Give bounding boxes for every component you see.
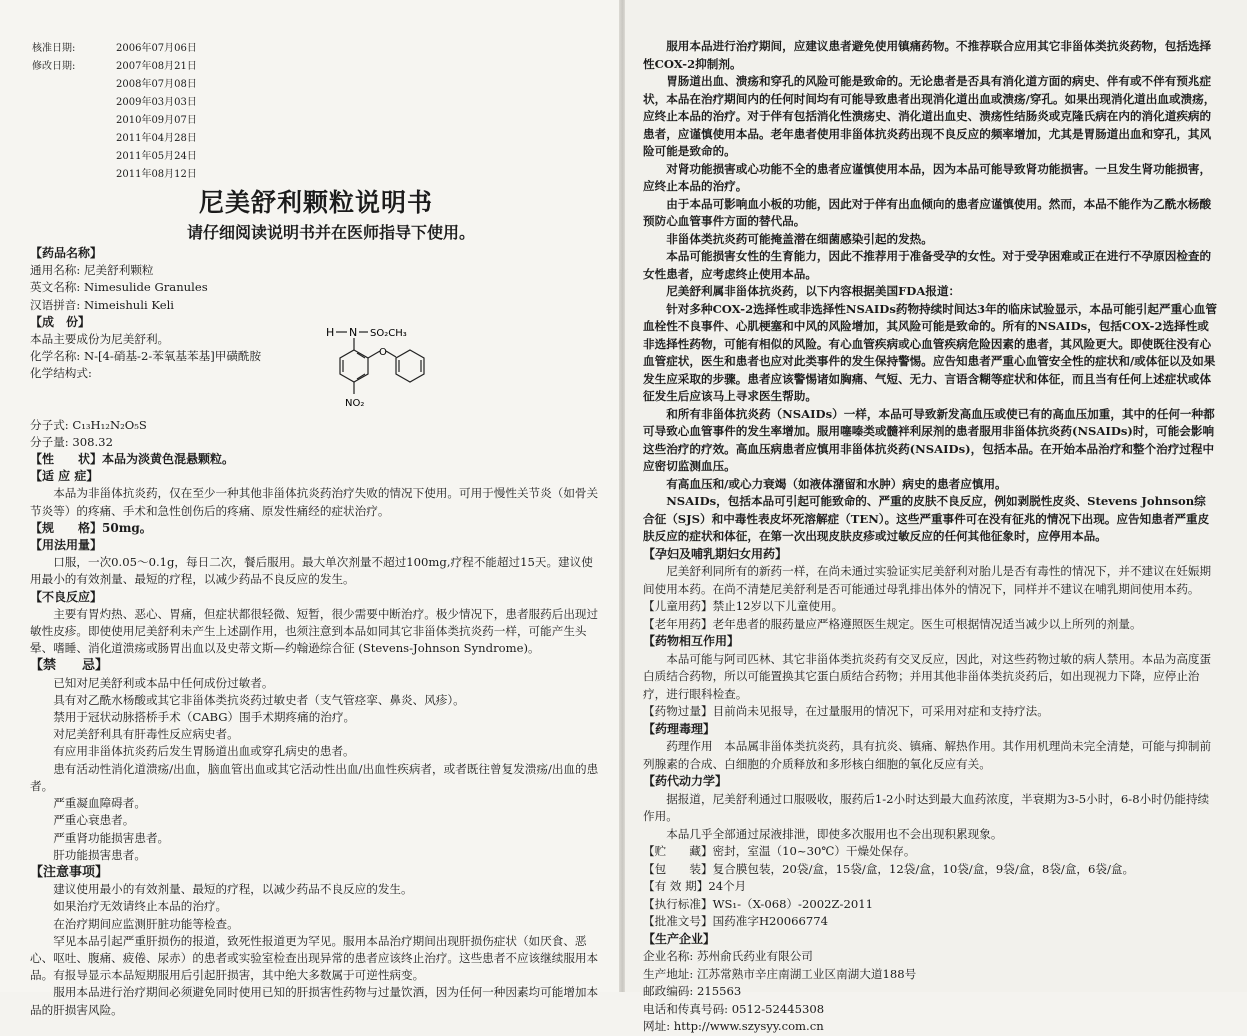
contraindication-item: 严重凝血障碍者。 — [53, 796, 146, 811]
section-heading: 【适 应 症】 — [30, 469, 99, 484]
date-row: 2010年09月07日 — [116, 115, 197, 126]
chemical-structure-diagram — [314, 318, 454, 416]
atom-n: N — [349, 326, 358, 339]
left-page — [0, 0, 620, 1017]
maker-postcode: 邮政编码: 215563 — [643, 984, 742, 998]
indication-text: 本品为非甾体抗炎药，仅在至少一种其他非甾体抗炎药治疗失败的情况下使用。可用于慢性关节炎（如骨关节炎等）的疼痛、手术和急性创伤后的疼痛、原发性痛经的症状治疗。 — [30, 486, 599, 518]
paragraph: 针对多种COX-2选择性或非选择性NSAIDs药物持续时间达3年的临床试验显示，本品可能引起严重心血管血栓性不良事件、心肌梗塞和中风的风险增加，其风险可能是致命的。所有的NSAIDs，包括COX-2选择性或非选择性药物，可能有相似的风险。有心血管疾病或心血管疾病危险因素的患者，其风险更大。即使既往没有心血管症状，医生和患者也应对此类事件的发生保持警惕。应告知患者严重心血管安全性的症状和/或体征以及如果发生应采取的步骤。患者应该警惕诸如胸痛、气短、无力、言语含糊等症状和体征，而且当有任何上述症状或体征发生后应该马上寻求医生帮助。 — [643, 301, 1217, 403]
date-row: 2011年08月12日 — [116, 169, 197, 180]
pharmacokinetics-text: 本品几乎全部通过尿液排泄，即使多次服用也不会出现积累现象。 — [666, 826, 1003, 841]
section-heading: 【禁 忌】 — [30, 658, 109, 674]
pinyin-name: 汉语拼音: Nimeishuli Keli — [30, 297, 174, 312]
caution-paragraph: 罕见本品引起严重肝损伤的报道，致死性报道更为罕见。服用本品治疗期间出现肝损伤症状（如厌食、恶心、呕吐、腹痛、疲倦、尿赤）的患者或实验室检查出现异常的患者应该终止治疗。这些患者不应该继续服用本品。有报导显示本品短期服用后引起肝损害，其中绝大多数属于可逆性病变。 — [30, 933, 599, 983]
document-subtitle: 请仔细阅读说明书并在医师指导下使用。 — [186, 223, 475, 242]
paragraph: 服用本品进行治疗期间，应建议患者避免使用镇痛药物。不推荐联合应用其它非甾体类抗炎药物，包括选择性COX-2抑制剂。 — [643, 39, 1212, 71]
paragraph: 本品可能损害女性的生育能力，因此不推荐用于准备受孕的女性。对于受孕困难或正在进行不孕原因检查的女性患者，应考虑终止使用本品。 — [643, 249, 1212, 281]
approval-dates — [32, 40, 602, 184]
date-row: 2011年04月28日 — [116, 133, 197, 144]
paragraph: 有高血压和/或心力衰竭（如液体潴留和水肿）病史的患者应慎用。 — [666, 476, 1007, 491]
contraindication-item: 具有对乙酰水杨酸或其它非甾体类抗炎药过敏史者（支气管痉挛、鼻炎、风疹）。 — [53, 692, 465, 707]
chemical-name: 化学名称: N-[4-硝基-2-苯氧基苯基]甲磺酰胺 — [30, 349, 262, 364]
document-title: 尼美舒利颗粒说明书 — [198, 188, 433, 217]
molecular-formula: 分子式: C₁₃H₁₂N₂O₅S — [30, 417, 147, 432]
contraindication-item: 肝功能损害患者。 — [53, 847, 146, 862]
paragraph: 尼美舒利属非甾体抗炎药，以下内容根据美国FDA报道： — [666, 284, 961, 298]
date-row: 修改日期: 2007年08月21日 — [32, 61, 197, 72]
contraindication-item: 有应用非甾体抗炎药后发生胃肠道出血或穿孔病史的患者。 — [53, 744, 355, 759]
section-heading: 【药代动力学】 — [643, 774, 728, 788]
component-main: 本品主要成份为尼美舒利。 — [30, 332, 170, 347]
date-row: 核准日期: 2006年07月06日 — [32, 43, 197, 54]
generic-name: 通用名称: 尼美舒利颗粒 — [30, 263, 154, 278]
overdose-text: 【药物过量】目前尚未见报导，在过量服用的情况下，可采用对症和支持疗法。 — [643, 704, 1049, 718]
paragraph: 非甾体类抗炎药可能掩盖潜在细菌感染引起的发热。 — [666, 231, 933, 246]
pregnancy-text: 尼美舒利同所有的新药一样，在尚未通过实验证实尼美舒利对胎儿是否有毒性的情况下，并不建议在妊娠期间使用本药。在尚不清楚尼美舒利是否可能通过母乳排出体外的情况下，同样并不建议在哺乳期间使用本药。 — [643, 564, 1212, 596]
atom-o: O — [379, 347, 387, 358]
specification: 【规 格】50mg。 — [30, 520, 152, 535]
appearance: 【性 状】本品为淡黄色混悬颗粒。 — [30, 452, 235, 467]
section-heading: 【孕妇及哺乳期妇女用药】 — [643, 546, 788, 561]
contraindication-item: 患有活动性消化道溃疡/出血，脑血管出血或其它活动性出血/出血性疾病者，或者既往曾复发溃疡/出血的患者。 — [30, 761, 599, 793]
section-heading: 【注意事项】 — [30, 864, 109, 880]
section-heading: 【药品名称】 — [30, 246, 103, 260]
group-no2: NO₂ — [345, 398, 365, 409]
section-heading: 【用法用量】 — [30, 538, 103, 553]
right-content — [643, 38, 1217, 1036]
paragraph: 对肾功能损害或心功能不全的患者应谨慎使用本品，因为本品可能导致肾功能损害。一旦发生肾功能损害，应终止本品的治疗。 — [643, 161, 1212, 193]
right-page — [625, 0, 1247, 1033]
caution-item: 在治疗期间应监测肝脏功能等检查。 — [53, 916, 239, 931]
caution-paragraph: 服用本品进行治疗期间必须避免同时使用已知的肝损害性药物与过量饮酒，因为任何一种因素均可能增加本品的肝损害风险。 — [30, 985, 599, 1017]
contraindication-item: 对尼美舒利具有肝毒性反应病史者。 — [53, 727, 239, 742]
validity: 【有 效 期】24个月 — [643, 879, 747, 893]
pharmacokinetics-text: 据报道，尼美舒利通过口服吸收，服药后1-2小时达到最大血药浓度，半衰期为3-5小时，6-8小时仍能持续作用。 — [643, 791, 1210, 823]
structure-bonds — [336, 332, 424, 394]
contraindication-item: 已知对尼美舒利或本品中任何成份过敏者。 — [53, 675, 274, 690]
caution-item: 如果治疗无效请终止本品的治疗。 — [53, 899, 228, 914]
contraindication-item: 禁用于冠状动脉搭桥手术（CABG）围手术期疼痛的治疗。 — [53, 710, 356, 725]
date-row: 2009年03月03日 — [116, 97, 197, 108]
group-so2ch3: SO₂CH₃ — [370, 328, 407, 339]
paragraph: NSAIDs，包括本品可引起可能致命的、严重的皮肤不良反应，例如剥脱性皮炎、Stevens Johnson综合征（SJS）和中毒性表皮坏死溶解症（TEN）。这些严重事件可在没有征兆的情况下出现。应告知患者严重皮肤反应的症状和体征，在第一次出现皮肤皮疹或过敏反应的任何其他征象时，应停用本品。 — [643, 494, 1210, 543]
date-row: 2011年05月24日 — [116, 151, 197, 162]
package: 【包 装】复合膜包装，20袋/盒，15袋/盒，12袋/盒，10袋/盒，9袋/盒，8袋/盒，6袋/盒。 — [643, 861, 1135, 876]
section-heading: 【药物相互作用】 — [643, 634, 740, 648]
interaction-text: 本品可能与阿司匹林、其它非甾体类抗炎药有交叉反应，因此，对这些药物过敏的病人禁用。本品为高度蛋白质结合药物，所以可能置换其它蛋白质结合药物；并用其他非甾体类抗炎药后，如出现视力下降，应停止治疗，进行眼科检查。 — [643, 651, 1212, 701]
structure-label: 化学结构式: — [30, 366, 92, 381]
english-name: 英文名称: Nimesulide Granules — [30, 280, 208, 295]
atom-h: H — [326, 326, 335, 339]
contraindication-item: 严重肾功能损害患者。 — [53, 830, 170, 845]
section-heading: 【生产企业】 — [643, 931, 716, 946]
approval-number: 【批准文号】国药准字H20066774 — [643, 914, 829, 928]
children-use: 【儿童用药】禁止12岁以下儿童使用。 — [643, 599, 844, 613]
adverse-text: 主要有胃灼热、恶心、胃痛，但症状都很轻微、短暂，很少需要中断治疗。极少情况下，患者服药后出现过敏性皮疹。即使使用尼美舒利未产生上述副作用，也须注意到本品如同其它非甾体类抗炎药一样，可能产生头晕、嗜睡、消化道溃疡或肠胃出血以及史蒂文斯—约翰逊综合征 (Stevens-Johnson Syndrome)。 — [30, 606, 599, 656]
maker-phone: 电话和传真号码: 0512-52445308 — [643, 1001, 825, 1016]
section-heading: 【药理毒理】 — [643, 721, 716, 736]
section-heading: 【成 份】 — [30, 314, 91, 329]
maker-website: 网址: http://www.szysyy.com.cn — [643, 1019, 824, 1033]
elderly-use: 【老年用药】老年患者的服药量应严格遵照医生规定。医生可根据情况适当减少以上所列的剂量。 — [643, 616, 1142, 631]
section-heading: 【不良反应】 — [30, 589, 103, 604]
standard: 【执行标准】WS₁-（X-068）-2002Z-2011 — [643, 896, 873, 911]
caution-item: 建议使用最小的有效剂量、最短的疗程，以减少药品不良反应的发生。 — [53, 882, 413, 897]
usage-text: 口服，一次0.05～0.1g，每日二次，餐后服用。最大单次剂量不超过100mg,疗程不能超过15天。建议使用最小的有效剂量、最短的疗程，以减少药品不良反应的发生。 — [30, 555, 593, 587]
molecular-weight: 分子量: 308.32 — [30, 434, 113, 449]
date-row: 2008年07月08日 — [116, 79, 197, 90]
pharmacology-text: 药理作用 本品属非甾体类抗炎药，具有抗炎、镇痛、解热作用。其作用机理尚未完全清楚，可能与抑制前列腺素的合成、白细胞的介质释放和多形核白细胞的氧化反应有关。 — [643, 739, 1212, 771]
storage: 【贮 藏】密封，室温（10~30℃）干燥处保存。 — [643, 844, 916, 858]
paragraph: 由于本品可影响血小板的功能，因此对于伴有出血倾向的患者应谨慎使用。然而，本品不能作为乙酰水杨酸预防心血管事件方面的替代品。 — [643, 196, 1212, 228]
paragraph: 胃肠道出血、溃疡和穿孔的风险可能是致命的。无论患者是否具有消化道方面的病史、伴有或不伴有预兆症状，本品在治疗期间内的任何时间均有可能导致患者出现消化道出血或溃疡/穿孔。如果出现消化道出血或溃疡，应终止本品的治疗。对于伴有包括消化性溃疡史、消化道出血史、溃疡性结肠炎或克隆氏病在内的消化道疾病的患者，应谨慎使用本品。老年患者使用非甾体抗炎药出现不良反应的频率增加，尤其是胃肠道出血和穿孔，其风险可能是致命的。 — [643, 74, 1216, 158]
contraindication-item: 严重心衰患者。 — [53, 813, 135, 828]
maker-name: 企业名称: 苏州俞氏药业有限公司 — [643, 949, 813, 963]
maker-address: 生产地址: 江苏常熟市辛庄南湖工业区南湖大道188号 — [643, 966, 917, 981]
paragraph: 和所有非甾体抗炎药（NSAIDs）一样，本品可导致新发高血压或使已有的高血压加重，其中的任何一种都可导致心血管事件的发生率增加。服用噻嗪类或髓袢利尿剂的患者服用非甾体抗炎药(NSAIDs)时，可能会影响这些治疗的疗效。高血压病患者应慎用非甾体抗炎药(NSAIDs)，包括本品。在开始本品治疗和整个治疗过程中应密切监测血压。 — [643, 406, 1215, 473]
